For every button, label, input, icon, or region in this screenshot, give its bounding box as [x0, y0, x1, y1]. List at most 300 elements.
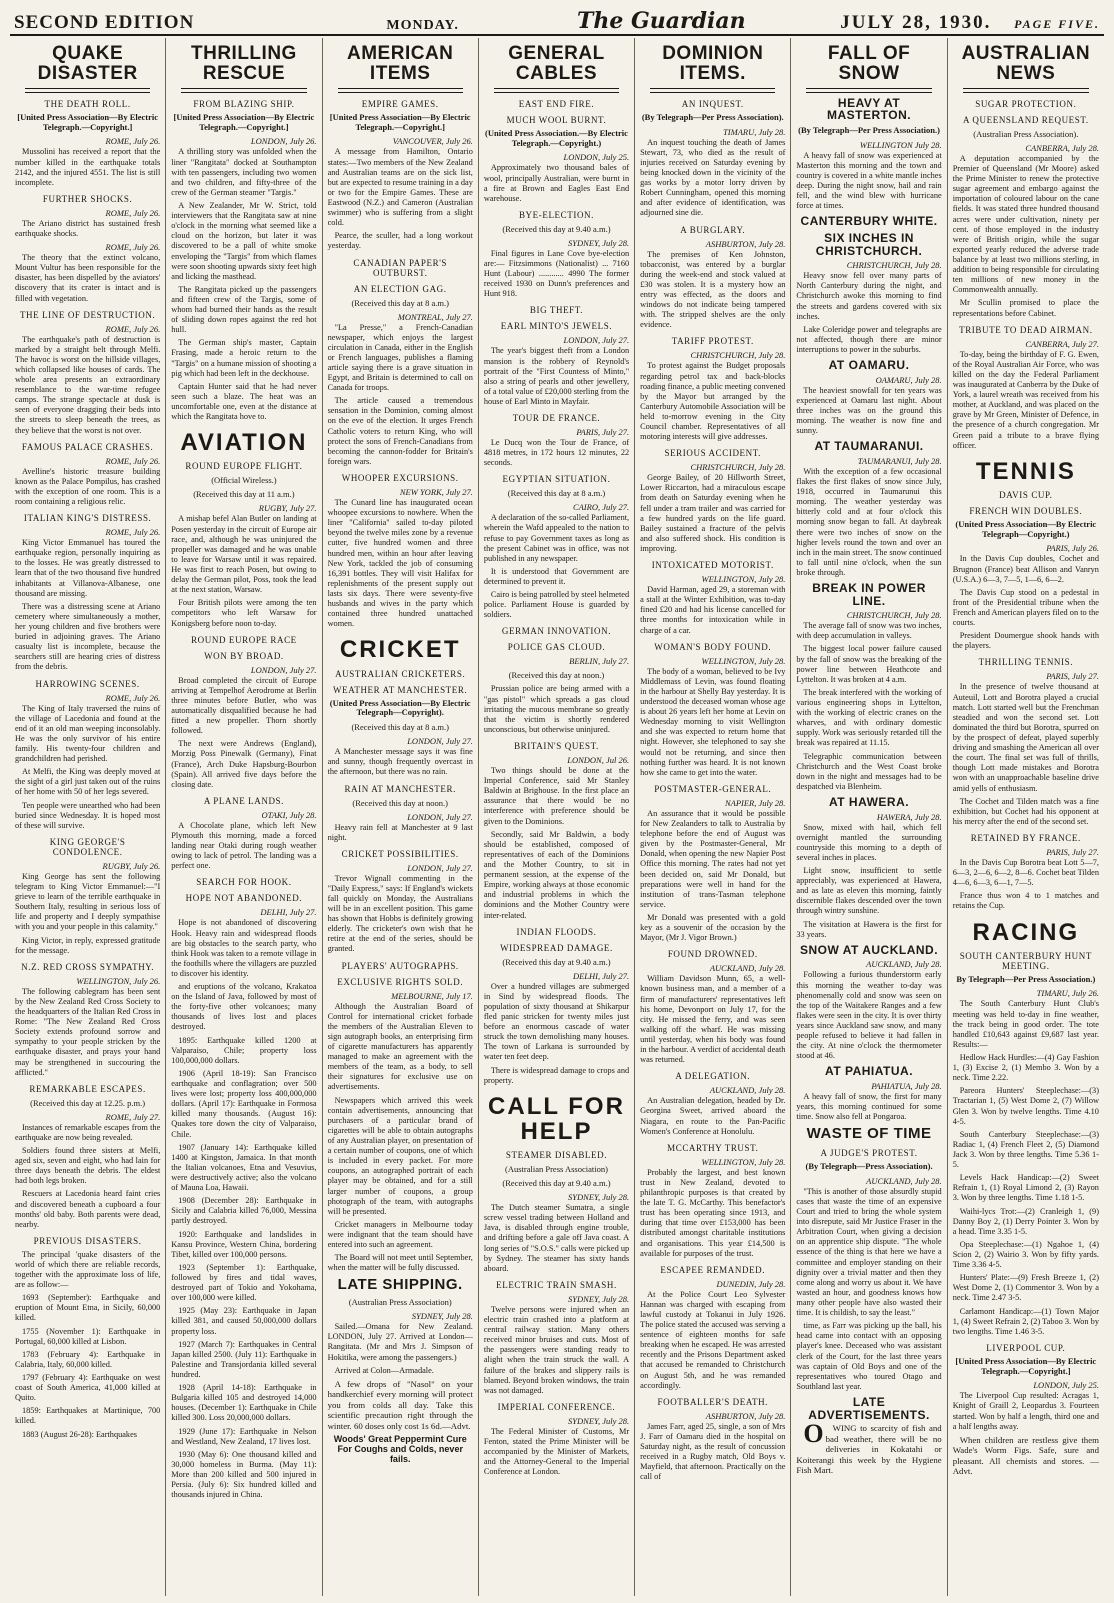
paragraph: An inquest touching the death of James Stewart, 73, who died as the result of injuries received on Saturday evening by being knocked down in the vicinity of the gas works by a motor lorry driven by Robert Cunningham, opened this morning and after evidence of identification, was adjourned sine die. [640, 137, 786, 218]
dateline: DUNEDIN, July 28. [716, 1278, 786, 1289]
paragraph: Final figures in Lane Cove bye-election are:— Fitzsimmons (Nationalist) ... 7160 Hunt (Labour) ............ 4990 The former received 1930 on Dunn's preferences and Hunt 918. [483, 248, 630, 299]
paragraph: The theory that the extinct volcano, Mount Vultur has been responsible for the disaster, has been dispelled by the aviators' discovery that its crater is intact and is filled with vegetation. [15, 253, 161, 303]
headline: SIX INCHES IN CHRISTCHURCH. [815, 231, 923, 258]
column [635, 38, 791, 1596]
headline: CALL FOR HELP [488, 1092, 625, 1145]
subheading: TOUR DE FRANCE. [512, 413, 601, 424]
column [166, 38, 322, 1596]
subheading: FAMOUS PALACE CRASHES. [21, 441, 154, 452]
paragraph: The German ship's master, Captain Frasing, made a heroic return to the "Targis" on a humane mission of shooting a pig which had been left in the deckhouse. [171, 338, 317, 378]
paragraph: The heaviest snowfall for ten years was experienced at Oamaru last night. About three inches was on the ground this morning. The weather is now fine and sunny. [796, 385, 942, 436]
paragraph: King Victor, in reply, expressed gratitude for the message. [15, 935, 161, 955]
subheading: BIG THEFT. [529, 305, 584, 316]
paragraph: Hedlow Hack Hurdles:—(4) Gay Fashion 1, (3) Excise 2, (1) Membo 3. Won by a neck. Time 2.22. [952, 1053, 1099, 1083]
drop-cap: O [803, 1419, 824, 1449]
subheading: FURTHER SHOCKS. [42, 193, 133, 204]
subheading: INTOXICATED MOTORIST. [651, 560, 774, 571]
section-rule [494, 88, 619, 93]
paragraph: A Manchester message says it was fine and sunny, though frequently overcast in the afternoon, but there was no rain. [327, 747, 473, 777]
paragraph: The principal 'quake disasters of the world of which there are reliable records, together with the approximate loss of life, are as follow:— [15, 1249, 161, 1290]
dateline: AUCKLAND, July 28. [866, 959, 942, 970]
subheading: A PLANE LANDS. [203, 795, 284, 806]
headline: BREAK IN POWER LINE. [812, 581, 926, 608]
subheading: KING GEORGE'S CONDOLENCE. [49, 836, 126, 857]
received-note: (Australian Press Association). [973, 128, 1079, 139]
headline: DOMINION ITEMS. [662, 43, 764, 84]
paragraph: Levels Hack Handicap:—(2) Sweet Refrain 1, (1) Royal Limond 2, (3) Rayon 3. Won by three lengths. Time 1.18 1-5. [952, 1173, 1099, 1203]
headline: RACING [972, 918, 1080, 946]
paragraph: Although the Australian Board of Control for international cricket forbade the members of the Australian Eleven to sign autograph books, an enterprising firm of cigarette manufacturers has apparently managed to make an agreement with the members of the team, as a body, to sell their signatures for exclusive use on advertisements. [327, 1001, 473, 1092]
edition-label: SECOND EDITION [14, 12, 195, 33]
paragraph: The article caused a tremendous sensation in the Dominion, coming almost on the eve of the election. It urges French Catholic voters to return King, who will protect the sons of French-Canadians from becoming the cannon-fodder for Britain's foreign wars. [327, 396, 473, 466]
subheading: POLICE GAS CLOUD. [507, 642, 606, 653]
dateline: PAHIATUA, July 28. [871, 1080, 942, 1091]
headline: AVIATION [180, 429, 308, 457]
subheading: WOMAN'S BODY FOUND. [654, 641, 772, 652]
section-rule [181, 88, 306, 93]
received-note: (Official Wireless.) [211, 475, 277, 486]
dateline: ROME, July 26. [105, 242, 161, 253]
paragraph: Instances of remarkable escapes from the earthquake are now being revealed. [15, 1122, 161, 1142]
subheading: A QUEENSLAND REQUEST. [962, 114, 1089, 125]
dateline: ASHBURTON, July 28. [705, 238, 786, 249]
dateline: AUCKLAND, July 28. [709, 1085, 786, 1096]
paragraph: A New Zealander, Mr W. Strict, told interviewers that the Rangitata saw at nine o'clock in the morning what seemed like a cloud on the horizon, but later it was discovered to be a pall of white smoke enveloping the "Targis" from which flames were soon shooting upwards sixty feet high and licking the masthead. [171, 200, 317, 281]
dateline: OTAKI, July 28. [261, 809, 317, 820]
section-rule [963, 88, 1089, 93]
subheading: CRICKET POSSIBILITIES. [341, 848, 459, 859]
subheading: THE LINE OF DESTRUCTION. [19, 309, 156, 320]
paragraph: George Bailey, of 20 Hillworth Street, Lower Riccarton, had a miraculous escape from death on Saturday evening when he fell under a tram trailer and was carried for a few hundred yards on the life guard. Bailey sustained a fracture of the pelvis and also suffered shock. His condition is improving. [640, 473, 786, 554]
headline: THRILLING RESCUE [191, 43, 297, 84]
paragraph: 1929 (June 17): Earthquake in Nelson and Westland, New Zealand, 17 lives lost. [171, 1426, 317, 1446]
paragraph: The average fall of snow was two inches, with deep accumulation in valleys. [796, 621, 942, 641]
paragraph: 1859: Earthquakes at Martinique, 700 killed. [15, 1406, 161, 1426]
column [948, 38, 1104, 1596]
subheading: EMPIRE GAMES. [361, 98, 439, 109]
subheading: AN ELECTION GAG. [353, 283, 447, 294]
paragraph: A declaration of the so-called Parliament, wherein the Wafd appealed to the nation to refuse to pay Government taxes as long as the present Cabinet was in office, was not published in any newspaper. [483, 513, 630, 563]
paragraph: An assurance that it would be possible for New Zealanders to talk to Australia by telephone before the end of August was given by the Postmaster-General, Mr Donald, when opening the new Napier Post Office this morning. The rates had not yet been decided on, said Mr Donald, but preparations were well in hand for the institution of trans-Tasman telephone service. [640, 808, 786, 909]
paragraph: 1797 (February 4): Earthquake on west coast of South America, 41,000 killed at Quito. [15, 1373, 161, 1403]
subheading: A JUDGE'S PROTEST. [820, 1148, 918, 1159]
subheading: THE DEATH ROLL. [44, 98, 131, 109]
late-advertisement [796, 1419, 942, 1476]
subheading: BYE-ELECTION. [518, 209, 594, 220]
dateline: LONDON, July 27. [250, 664, 317, 675]
paragraph: The earthquake's path of destruction is marked by a straight belt through Melfi. The havoc is worst on the hillside villages, which collapsed like houses of cards. The whole area presents an extraordinary resemblance to the war-time refugee camps. The strange spectacle at dusk is seen of everyone dragging their beds into the streets to sleep beneath the trees, as they believe that the worst is not over. [15, 334, 161, 435]
dateline: MELBOURNE, July 17. [391, 990, 473, 1001]
headline: LATE ADVERTISEMENTS. [808, 1395, 930, 1422]
paragraph: Captain Hunter said that he had never seen such a blaze. The heat was an uncomfortable one, even at the distance at which the Rangitata hove to. [171, 381, 317, 422]
dateline: AUCKLAND, July 28. [709, 963, 786, 974]
paragraph: The South Canterbury Hunt Club's meeting was held to-day in fine weather, the track being in good order. The tote handled £10,643 against £9,687 last year. Results:— [952, 999, 1099, 1049]
dateline: DELHI, July 27. [572, 970, 630, 981]
paragraph: Light snow, insufficient to settle appreciably, was experienced at Hawera, and as late as eleven this morning, faintly discernible flakes descended over the town through wintry sunshine. [796, 866, 942, 916]
paragraph: The biggest local power failure caused by the fall of snow was the breaking of the power line between Heathcote and Lyttelton. It was broken at 4 a.m. [796, 644, 942, 684]
dateline: PARIS, July 27. [576, 427, 630, 438]
headline: WASTE OF TIME [806, 1125, 932, 1143]
dateline: ROME, July 27. [105, 1111, 161, 1122]
subheading: MUCH WOOL BURNT. [506, 114, 607, 125]
paragraph: In the Davis Cup doubles, Cochet and Brugnon (France) beat Allison and Vanryn (U.S.A.) 6—3, 7—5, 1—6, 6—2. [952, 554, 1099, 584]
dateline: TIMARU, July 26. [1036, 988, 1099, 999]
paragraph: To-day, being the birthday of F. G. Ewen, of the Royal Australian Air Force, who was killed on the day the Federal Parliament was inaugurated at Canberra by the Duke of York, a laurel wreath was received from his mother, at Auckland, and was placed on the grave by Mr Green, Minister of Defence, in the presence of a church congregation. Mr Green paid a tribute to a brave flying officer. [952, 349, 1099, 450]
received-note: (Received this day at 8 a.m.) [351, 722, 449, 733]
paragraph: Hope is not abandoned of discovering Hook. Heavy rain and widespread floods are big obstacles to the search party, who think Hook was taken to a remote village in the foothills where the villagers are puzzled to discover his identity. [171, 918, 317, 978]
dateline: VANCOUVER, July 26. [392, 136, 473, 147]
paragraph: time, as Farr was picking up the ball, his head came into contact with an opposing player's knee. Deceased who was assistant clerk of the Court, for the last three years was captain of Old Boys and one of the representatives who toured Otago and Southland last year. [796, 1321, 942, 1391]
paragraph: To protest against the Budget proposals regarding petrol tax and back-blocks roading finance, a public meeting convened by the Mayor but arranged by the Canterbury Automobile Association will be held to-morrow evening in the City Council chamber. Representatives of all motoring interests will give addresses. [640, 361, 786, 442]
paragraph: The body of a woman, believed to be Ivy Middlemass of Levin, was found floating in the harbour at Shelly Bay yesterday. It is understood the deceased woman whose age is about 26 years left her home at Levin on Wednesday morning to visit Wellington and she was expected to return home that night. However, she telephoned to say she would not be returning, and since then nothing further was heard. It is not known how she came to get into the water. [640, 666, 786, 777]
subheading: THRILLING TENNIS. [978, 657, 1074, 668]
paragraph: Avelline's historic treasure building known as the Palace Pompilus, has crashed with the exception of one room. This is a room containing a religious relic. [15, 466, 161, 507]
paragraph: Mussolini has received a report that the number killed in the earthquake totals 2142, and the injured 4551. The list is still incomplete. [15, 147, 161, 187]
paragraph: Secondly, said Mr Baldwin, a body should be established, composed of representatives of each of the Dominions and the Mother Country, to sit in permanent session, at the expense of the Empire, working always at those economic and industrial problems in which the dominions and the Mother Country were inter-related. [483, 829, 630, 920]
paragraph: "La Presse," a French-Canadian newspaper, which enjoys the largest circulation in Canada, either in the English or French languages, publishes a flaming article saying there is a grave situation in Egypt, and Britain is determined to call on Canada for troops. [327, 322, 473, 393]
paragraph: A heavy fall of snow was experienced at Masterton this morning and the town and country is covered in a white mantle inches deep. During the night snow, hail and rain fell, and the wind blew with hurricane force at times. [796, 150, 942, 211]
dateline: LONDON, July 27. [407, 736, 473, 747]
column [323, 38, 479, 1596]
paragraph: Prussian police are being armed with a "gas pistol" which spreads a gas cloud irritating the mucous membrane so greatly that the victim is shortly rendered unconscious, but otherwise uninjured. [483, 684, 630, 734]
paragraph: It is understood that Government are determined to prevent it. [483, 566, 630, 587]
subheading: RETAINED BY FRANCE. [970, 832, 1081, 843]
received-note: (Received this day at noon.) [352, 797, 448, 808]
subheading: EAST END FIRE. [518, 98, 595, 109]
paragraph: William Davidson Munn, 65, a well-known business man, and a member of a firm of manufacturers' representatives left his home, Devonport on July 17, for the city. He missed the ferry, and was seen walking off the wharf. He was missing until yesterday, when his body was found in the harbour. A verdict of accidental death was returned. [640, 974, 786, 1065]
page-number: PAGE FIVE. [1014, 17, 1100, 31]
dateline: CHRISTCHURCH, July 28. [846, 260, 942, 271]
dateline: WELLINGTON, July 26. [76, 975, 161, 986]
subheading: ELECTRIC TRAIN SMASH. [496, 1279, 617, 1290]
paragraph: A mishap befel Alan Butler on landing at Posen yesterday in the circuit of Europe air race, and, although he was uninjured the propeller was damaged and he was unable to leave for Warsaw until it was repaired. He was first to reach Posen, but owing to delay the German pilot, Poss, took the lead at the next station, Warsaw. [171, 514, 317, 595]
paragraph: Cairo is being patrolled by steel helmeted police. Parliament House is guarded by soldiers. [483, 590, 630, 620]
dateline: WELLINGTON, July 28. [701, 655, 786, 666]
paragraph: Four British pilots were among the ten competitors who left Warsaw for Konigsberg before noon to-day. [171, 598, 317, 628]
subheading: AUSTRALIAN CRICKETERS. [335, 668, 466, 679]
paragraph: The premises of Ken Johnston, tobacconist, was entered by a burglar during the week-end and stock valued at £30 was stolen. It is a mystery how an entry was effected, as the doors and windows do not indicate being tampered with. The stripped shelves are the only evidence. [640, 249, 786, 330]
subheading: PREVIOUS DISASTERS. [33, 1235, 142, 1246]
dateline: PARIS, July 26. [1046, 543, 1099, 554]
issue-date: JULY 28, 1930. [840, 12, 992, 33]
paragraph: The break interfered with the working of various engineering shops in Lyttelton, with the working of electric cranes on the wharves, and with ordinary domestic supply. Work was seriously retarded till the break was repaired at 11.15. [796, 687, 942, 748]
dateline: ROME, July 26. [105, 527, 161, 538]
received-note: (Received this day at 9.40 a.m.) [502, 1178, 611, 1189]
credit-line: (United Press Association—By Electric Telegraph—Copyright.) [955, 518, 1097, 539]
paragraph: In the Davis Cup Borotra beat Lott 5—7, 6—3, 2—6, 6—2, 8—6. Cochet beat Tilden 4—6, 6—3, 6—1, 7—5. [952, 857, 1099, 888]
dateline: CAIRO, July 27. [572, 502, 630, 513]
paragraph: South Canterbury Steeplechase:—(3) Radiac 1, (4) French Fleet 2, (5) Diamond Jack 3. Won by three lengths. Time 5.36 1-5. [952, 1129, 1099, 1170]
paragraph: Twelve persons were injured when an electric train crashed into a platform at central railway station. Many others received minor bruises and cuts. Most of the passengers were standing ready to alight when the train struck the wall. A failure of the brakes and slippery rails is blamed. Beyond broken windows, the train was not damaged. [483, 1304, 630, 1395]
paragraph: President Doumergue shook hands with the players. [952, 631, 1099, 651]
paragraph: The Dutch steamer Sumatra, a single screw vessel trading between Holland and Java, is disabled through engine trouble, and drifting before a gale off Java coast. A long series of "S.O.S." calls were picked up by Sydney. The steamer has sixty hands aboard. [483, 1203, 630, 1273]
headline: FALL OF SNOW [827, 43, 911, 84]
subheading: FOUND DROWNED. [667, 949, 758, 960]
paragraph: David Harman, aged 29, a storeman with a stall at the Winter Exhibition, was to-day fined £20 and had his license cancelled for three months for intoxication while in charge of a car. [640, 585, 786, 635]
dateline: AUCKLAND, July 28. [866, 1175, 942, 1186]
headline: AUSTRALIAN NEWS [961, 43, 1091, 84]
subheading: LIVERPOOL CUP. [986, 1342, 1066, 1353]
headline: SNOW AT AUCKLAND. [800, 942, 939, 957]
column [10, 38, 166, 1596]
dateline: CHRISTCHURCH, July 28. [690, 462, 786, 473]
dateline: CANBERRA, July 27. [1025, 338, 1099, 349]
paragraph: With the exception of a few occasional flakes the first flakes of snow since July, 1918, occurred in Taumarunui this morning. The weather yesterday was bitterly cold and at four o'clock this morning snow began to fall. At daybreak there were two inches of snow on the higher levels round the town and over an inch in the main street. The snow continued to fall until nine o'clock, when the sun broke through. [796, 466, 942, 577]
dateline: LONDON, July 27. [407, 811, 473, 822]
dateline: OAMARU, July 28. [875, 374, 942, 385]
headline: CANTERBURY WHITE. [800, 214, 938, 229]
paragraph: The following cablegram has been sent by the New Zealand Red Cross Society to the headquarters of the Italian Red Cross in Rome: "The New Zealand Red Cross Society extends profound sorrow and sympathy to your people stricken by the earthquake disaster, and prays your hand may be strengthened in succouring the afflicted." [15, 986, 161, 1077]
dateline: SYDNEY, July 28. [568, 237, 630, 248]
paragraph: 1883 (August 26-28): Earthquakes [22, 1429, 137, 1439]
paragraph: 1928 (April 14-18): Earthquake in Bulgaria killed 105 and destroyed 14,000 houses. (December 1): Earthquake in Chile killed 300. Loss 20,000,000 dollars. [171, 1383, 317, 1423]
paragraph: There was a distressing scene at Ariano cemetery where simultaneously a mother, her young children and five brothers were buried in adjoining graves. The Ariano casualty list is incomplete, because the searchers still are hearing cries of distress from the debris. [15, 601, 161, 672]
dateline: RUGBY, July 26. [102, 860, 161, 871]
subheading: WON BY BROAD. [204, 650, 284, 661]
received-note: (Received this day at 8 a.m.) [507, 488, 606, 499]
paragraph: 1693 (September): Earthquake and eruption of Mount Etna, in Sicily, 60,000 killed. [15, 1293, 161, 1323]
paragraph: Two things should be done at the Imperial Conference, said Mr Stanley Baldwin at Brighouse. In the first place an assurance that there would be no interference with preference should be given to the Dominions. [483, 766, 630, 826]
dateline: WELLINGTON, July 28. [701, 1156, 786, 1167]
dateline: NEW YORK, July 27. [399, 487, 473, 498]
paragraph: France thus won 4 to 1 matches and retains the Cup. [952, 891, 1099, 911]
subheading: FRENCH WIN DOUBLES. [969, 505, 1083, 516]
column [791, 38, 947, 1596]
subheading: ROUND EUROPE FLIGHT. [185, 461, 303, 472]
paragraph: 1927 (March 7): Earthquakes in Central Japan killed 2500. (July 11): Earthquake in Palestine and Transjordania killed several hundred. [171, 1339, 317, 1379]
advertisement-tagline: Woods' Great Peppermint Cure For Coughs and Colds, never fails. [333, 1434, 467, 1465]
paragraph: The year's biggest theft from a London mansion is the robbery of Reynold's portrait of the "First Countess of Minto," also a string of pearls and other jewellery, of a total value of £20,000 sterling from the house of Earl Minto in Mayfair. [483, 346, 630, 406]
paragraph: The Rangitata picked up the passengers and fifteen crew of the Targis, some of whom had burned their hands as the result of sliding down ropes against the red hot hull. [171, 284, 317, 335]
dateline: MONTREAL, July 27. [397, 311, 473, 322]
paragraph: Telegraphic communication between Christchurch and the West Coast broke down in the night and messages had to be despatched via Blenheim. [796, 751, 942, 791]
column [479, 38, 635, 1596]
paragraph: Probably the largest, and best known trust in New Zealand, devoted to philanthropic purposes is that created by the late T. G. McCarthy. This benefactor's trust has been operating since 1913, and during that time over £153,000 has been distributed amongst charitable institutions and organisations. This year £14,500 is available for purposes of the trust. [640, 1167, 786, 1258]
paragraph: A heavy fall of snow, the first for many years, this morning continued for some time. Snow also fell at Pongaroa. [796, 1091, 942, 1122]
paragraph: 1920: Earthquake and landslides in Kansu Province, Western China, bordering Tibet, killed over 100,000 persons. [171, 1229, 317, 1259]
paragraph: Newspapers which arrived this week contain advertisements, announcing that purchasers of a particular brand of cigarettes will be able to obtain autographs of any Australian player, on presentation of a certain number of coupons, one of which is included in every packet. For more coupons, an autographed portrait of each player may be obtained, and for a still larger number of coupons, a group photograph of the team, with autographs will be presented. [327, 1095, 473, 1216]
advertisement: When children are restless give them Wade's Worm Figs. Safe, sure and pleasant. All chemists and stores. —Advt. [952, 1434, 1099, 1477]
paragraph: Pareora Hunters' Steeplechase:—(3) Tractarian 1, (5) West Dome 2, (7) Willow Glen 3. Won by twelve lengths. Time 4.10 4-5. [952, 1086, 1099, 1126]
paragraph: The next were Andrews (England), Morzig Poss Pinewalk (Germany), Finat (France), Arch Duke Hapsburg-Bourbon (Spain). All arrived five days before the closing date. [171, 739, 317, 789]
subheading: HARROWING SCENES. [35, 678, 140, 689]
weekday-label: MONDAY. [386, 18, 459, 33]
dateline: CHRISTCHURCH, July 28. [690, 350, 786, 361]
headline: HEAVY AT MASTERTON. [826, 95, 912, 123]
headline: AT OAMARU. [828, 358, 910, 373]
paragraph: Waihi-lycs Trot:—(2) Cranleigh 1, (9) Danny Boy 2, (1) Derry Pointer 3. Won by a head. Time 3.35 1-5. [952, 1206, 1099, 1236]
paragraph: 1755 (November 1): Earthquake in Portugal, 60,000 killed at Lisbon. [15, 1326, 161, 1346]
headline: AT TAUMARANUI. [814, 439, 924, 454]
received-note: (Received this day at 9.40 a.m.) [502, 956, 611, 967]
paragraph: The Cochet and Tilden match was a fine exhibition, but Cochet had his opponent at his mercy after the end of the second set. [952, 796, 1099, 826]
subheading: TRIBUTE TO DEAD AIRMAN. [959, 324, 1093, 335]
paragraph: The Cunard line has inaugurated ocean whoopee excursions to nowhere. When the liner "California" sailed to-day piloted beyond the twelve miles zone by a revenue cutter, five hundred women and three hundred men, within an hour after leaving New York, tackled the job of consuming 16,391 bottles. They will visit Halifax for replenishments of the present supply out lasts six days. There were seventy-five husbands and wives in the party which contained three hundred unattached women. [327, 498, 473, 629]
paragraph: Heavy rain fell at Manchester at 9 last night. [327, 822, 473, 842]
headline: AT PAHIATUA. [825, 1064, 914, 1079]
credit-line: (United Press Association.—By Electric Telegraph.—Copyright.) [485, 127, 628, 148]
paragraph: 1930 (May 6): One thousand killed and 30,000 homeless in Burma. (May 11): More than 200 killed and 500 injured in Persia. (July 6): Six hundred killed and thousands injured in China. [171, 1449, 317, 1500]
headline: TENNIS [975, 457, 1076, 485]
dateline: HAWERA, July 28. [876, 811, 942, 822]
paragraph: Opa Steeplechase:—(1) Ngahoe 1, (4) Scion 2, (2) Wairio 3. Won by fifty yards. Time 3.36 4-5. [952, 1239, 1099, 1270]
paragraph: Soldiers found three sisters at Melfi, aged six, seven and eight, who had lain for three days beneath the debris. The eldest had both legs broken. [15, 1145, 161, 1186]
paragraph: The visitation at Hawera is the first for 33 years. [796, 919, 942, 939]
headline: QUAKE DISASTER [37, 43, 138, 84]
paragraph: Broad completed the circuit of Europe arriving at Tempelhof Aerodrome at Berlin three minutes before Butler, who was automatically disqualified because he had fitted a new propeller. Thorn shortly followed. [171, 675, 317, 736]
subheading: BRITAIN'S QUEST. [514, 741, 599, 752]
dateline: LONDON, July 25. [1033, 1380, 1099, 1391]
dateline: ROME, July 26. [105, 692, 161, 703]
paragraph: A Chocolate plane, which left New Plymouth this morning, made a forced landing near Otaki during rough weather owing to lack of petrol. The landing was a perfect one. [171, 820, 317, 871]
received-note: (Received this day at 9.40 a.m.) [502, 223, 611, 234]
subheading: WHOOPER EXCURSIONS. [341, 473, 459, 484]
paragraph: Hunters' Plate:—(9) Fresh Breeze 1, (2) West Dome 2, (1) Commentor 3. Won by a neck. Time 2.47 3-5. [952, 1273, 1099, 1303]
paragraph: In the presence of twelve thousand at Auteuil, Lott and Borotra played a crucial match. Lott started well but the Frenchman steadied and won the second set. Lott dominated the third but Borotra, spurred on by the prospect of defeat, played superbly driving and smashing the American all over the court. The final set was full of thrills, though Lott made mistakes and Borotra won with an unapproachable baseline drive amid yells of enthusiasm. [952, 682, 1099, 793]
dateline: SYDNEY, July 28. [568, 1415, 630, 1426]
masthead [10, 6, 1104, 36]
dateline: NAPIER, July 28. [724, 797, 786, 808]
credit-line: By Telegraph—Per Press Association.) [956, 973, 1096, 984]
received-note: (Received this day at 8 a.m.) [351, 297, 449, 308]
section-rule [25, 88, 150, 93]
paragraph: Trevor Wignall commenting in the "Daily Express," says: If England's wickets fall quickly on Monday, the Australians will be in an excellent position. This game has shown that Hobbs is definitely growing elderly. The cricketer's own wish that he retire at the end of the series, should be granted. [327, 873, 473, 954]
subheading: WIDESPREAD DAMAGE. [500, 942, 613, 953]
dateline: CANBERRA, July 28. [1025, 142, 1099, 153]
credit-line: (By Telegraph—Per Press Association). [641, 111, 784, 122]
subheading: GERMAN INNOVATION. [501, 626, 612, 637]
received-note: (Australian Press Association) [348, 1297, 452, 1308]
paragraph: King Victor Emmanuel has toured the earthquake region, personally inquiring as to the losses. He was greatly distressed to learn that of the two thousand five hundred inhabitants at Villanova-Albanese, one thousand are missing. [15, 538, 161, 598]
dateline: BERLIN, July 27. [569, 656, 630, 667]
paragraph: 1895: Earthquake killed 1200 at Valparaiso, Chile; property loss 100,000,000 dollars. [171, 1035, 317, 1065]
credit-line: [United Press Association—By Electric Telegraph.—Copyright.] [955, 1355, 1097, 1376]
dateline: PARIS, July 27. [1046, 846, 1099, 857]
subheading: SEARCH FOR HOOK. [196, 877, 292, 888]
subheading: A BURGLARY. [680, 224, 746, 235]
dateline: ROME, July 26. [105, 207, 161, 218]
subheading: EARL MINTO'S JEWELS. [500, 321, 613, 332]
newspaper-title: The Guardian [576, 8, 746, 34]
subheading: EXCLUSIVE RIGHTS SOLD. [337, 976, 464, 987]
section-rule [338, 88, 463, 93]
paragraph: An Australian delegation, headed by Dr. Georgina Sweet, arrived aboard the Niagara, en route to the Pan-Pacific Women's Conference at Honolulu. [640, 1096, 786, 1136]
paragraph: A deputation accompanied by the Premier of Queensland (Mr Moore) asked the Prime Minister to renew the protective sugar agreement and embargo against the importation of coloured labour on the cane fields. It was stated three hundred thousand acres were under cultivation, ninety per cent. of those employed in the industry were of British origin, while the sugar exported yearly reduced the adverse trade balance by at least two millions sterling, in addition to being responsible for circulating ten millions of new money in the Commonwealth annually. [952, 153, 1099, 295]
subheading: AN INQUEST. [681, 98, 744, 109]
dateline: TIMARU, July 28. [723, 126, 786, 137]
subheading: TARIFF PROTEST. [671, 336, 754, 347]
subheading: ESCAPEE REMANDED. [660, 1264, 766, 1275]
paragraph: King George has sent the following telegram to King Victor Emmanuel:—"I grieve to learn of the terrible earthquake in Southern Italy, resulting in serious loss of life and property and I deeply sympathise with you and your people in this calamity." [15, 871, 161, 932]
credit-line: [United Press Association—By Electric Telegraph.—Copyright.] [17, 111, 159, 132]
paragraph: There is widespread damage to crops and property. [483, 1065, 630, 1085]
dateline: SYDNEY, July 28. [568, 1192, 630, 1203]
dateline: RUGBY, July 27. [258, 503, 317, 514]
paragraph: Approximately two thousand bales of wool, principally Australian, were burnt in a fire at Brown and Eagles East End warehouse. [483, 163, 630, 203]
advertisement: A few drops of "Nasol" on your handkerchief every morning will protect you from colds all day. Take this scientific precaution right through the winter. 60 doses only cost 1s 6d.—Advt. [327, 1378, 473, 1431]
headline: AMERICAN ITEMS [347, 43, 454, 84]
paragraph: The Federal Minister of Customs, Mr Fenton, stated the Prime Minister will be accompanied by the Minister of Markets, and the Attorney-General to the Imperial Conference at London. [483, 1426, 630, 1477]
paragraph: Mr Donald was presented with a gold key as a souvenir of the occasion by the Mayor, (Mr J. Vigor Brown.) [640, 912, 786, 943]
credit-line: [United Press Association—By Electric Telegraph.—Copyright.] [173, 111, 315, 132]
paragraph: The Davis Cup stood on a pedestal in front of the Presidential tribune when the French and American players filed on to the courts. [952, 587, 1099, 628]
credit-line: [United Press Association—By Electric Telegraph.—Copyright.] [329, 111, 471, 132]
paragraph: Cricket managers in Melbourne today were indignant that the team should have entered into such an agreement. [327, 1219, 473, 1250]
section-rule [650, 88, 775, 93]
subheading: FOOTBALLER'S DEATH. [657, 1396, 769, 1407]
paragraph: The Ariano district has sustained fresh earthquake shocks. [15, 218, 161, 238]
paragraph: Rescuers at Lacedonia heard faint cries and discovered beneath a cupboard a four months' old baby. Both parents were dead, nearby. [15, 1189, 161, 1229]
subheading: RAIN AT MANCHESTER. [344, 783, 456, 794]
dateline: ROME, July 26. [105, 136, 161, 147]
subheading: MCCARTHY TRUST. [667, 1142, 759, 1153]
paragraph: Le Ducq won the Tour de France, of 4818 metres, in 172 hours 12 minutes, 22 seconds. [483, 438, 630, 468]
subheading: SOUTH CANTERBURY HUNT MEETING. [959, 950, 1092, 971]
paragraph: At the Police Court Leo Sylvester Hannan was charged with escaping from lawful custody at Tokanui in July 1926. The police stated the accused was serving a sentence of eighteen months for safe breaking when he escaped. He was arrested recently and the Prisons Department asked that accused be remanded to Christchurch on August 5th, and he was remanded accordingly. [640, 1289, 786, 1390]
received-note: (Received this day at 12.25. p.m.) [30, 1097, 146, 1108]
dateline: LONDON, July 27. [407, 862, 473, 873]
dateline: TAUMARANUI, July 28. [857, 455, 942, 466]
subheading: SUGAR PROTECTION. [975, 98, 1077, 109]
dateline: PARIS, July 27. [1046, 671, 1099, 682]
paragraph: 1907 (January 14): Earthquake killed 1400 at Kingston, Jamaica. In that month the Italian volcanoes, Etna and Vesuvius, were destructively active; also the volcano of Mauna Loa, Hawaii. [171, 1142, 317, 1193]
paragraph: Lake Coleridge power and telegraphs are not affected, though there are minor interruptions to power in the suburbs. [796, 324, 942, 355]
paragraph: Mr Scullin promised to place the representations before Cabinet. [952, 298, 1099, 318]
dateline: SYDNEY, July 28. [568, 1293, 630, 1304]
paragraph: The King of Italy traversed the ruins of the village of Lacedonia and found at the end of it an old man weeping inconsolably. He was the only survivor of his entire family. His twenty-four children and grandchildren had perished. [15, 703, 161, 764]
headline: LATE SHIPPING. [337, 1276, 463, 1294]
paragraph: Pearce, the sculler, had a long workout yesterday. [327, 231, 473, 251]
paragraph: Ten people were unearthed who had been buried since Wednesday. It is hoped most of these will survive. [15, 800, 161, 830]
subheading: FROM BLAZING SHIP. [193, 98, 295, 109]
subheading: HOPE NOT ABANDONED. [185, 893, 303, 904]
subheading: ROUND EUROPE RACE [191, 634, 297, 645]
dateline: WELLINGTON, July 28. [701, 574, 786, 585]
subheading: STEAMER DISABLED. [505, 1150, 608, 1161]
subheading: IMPERIAL CONFERENCE. [497, 1401, 616, 1412]
masthead-right [840, 12, 1100, 34]
dateline: LONDON, July 25. [563, 152, 630, 163]
paragraph: At Melfi, the King was deeply moved at the sight of a girl just taken out of the ruins of her home with 50 of her legs severed. [15, 767, 161, 797]
paragraph: Heavy snow fell over many parts of North Canterbury during the night, and Christchurch awoke this morning to find the streets and gardens covered with six inches. [796, 271, 942, 321]
dateline: CHRISTCHURCH, July 28. [846, 610, 942, 621]
paragraph: Snow, mixed with hail, which fell overnight mantled the surrounding countryside this morning to a depth of several inches in places. [796, 822, 942, 862]
received-note: (Australian Press Association) [505, 1164, 608, 1175]
dateline: LONDON, Jul 26. [567, 755, 630, 766]
paragraph: 1925 (May 23): Earthquake in Japan killed 381, and caused 50,000,000 dollars property loss. [171, 1306, 317, 1336]
dateline: ASHBURTON, July 28. [705, 1410, 786, 1421]
subheading: DAVIS CUP. [999, 489, 1053, 500]
paragraph: A thrilling story was unfolded when the liner "Rangitata" docked at Southampton with ten passengers, including two women and two children, and fifty-three of the crew of the German steamer "Targis." [171, 147, 317, 197]
subheading: EGYPTIAN SITUATION. [502, 474, 611, 485]
dateline: DELHI, July 27. [260, 907, 317, 918]
paragraph: Sailed.—Omana for New Zealand. LONDON, July 27. Arrived at London—Rangitata. (Mr and Mrs J. Simpson of Hokitika, were among the passengers.) [327, 1322, 473, 1362]
subheading: N.Z. RED CROSS SYMPATHY. [21, 961, 155, 972]
subheading: POSTMASTER-GENERAL. [654, 783, 772, 794]
paragraph: 1906 (April 18-19): San Francisco earthquake and conflagration; over 500 lives were lost; property loss 400,000,000 dollars. (April 17): Earthquake in Formosa killed many thousands. (August 16): Quakes tore down the city of Valparaiso, Chile. [171, 1068, 317, 1139]
paragraph: 1923 (September 1): Earthquake, followed by fires and tidal waves, destroyed part of Tokio and Yokohama, over 100,000 were killed. [171, 1262, 317, 1303]
paragraph: James Farr, aged 25, single, a son of Mrs J. Farr of Oamaru died in the hospital on Saturday night, as the result of concussion received in a Rugby match, Old Boys v. Mayfield, that afternoon. Practically on the call of [640, 1421, 786, 1482]
subheading: A DELEGATION. [675, 1071, 751, 1082]
paragraph: Arrived at Colon—Armadale. [334, 1365, 434, 1375]
paragraph: 1908 (December 28): Earthquake in Sicily and Calabria killed 76,000, Messina partly destroyed. [171, 1196, 317, 1226]
dateline: LONDON, July 27. [563, 335, 630, 346]
paragraph: "This is another of those absurdly stupid cases that waste the time of an expensive Court and tried to bring the whole system into disrepute, said Mr Justice Fraser in the Arbitration Court, when giving a decision on an apprentice ship dispute. "The whole essence of the thing is that here we have a committee and employer standing on their dignity over a trivial matter and then they come along and worry us about it. We have wasted an hour, and goodness knows how many other people have also wasted their time. It is childish, to say the least." [796, 1186, 942, 1318]
received-note: (Received this day at noon.) [508, 670, 605, 681]
credit-line: (By Telegraph—Press Association). [805, 1161, 933, 1172]
credit-line: (By Telegraph—Per Press Association.) [798, 125, 940, 136]
dateline: ROME, July 26. [105, 455, 161, 466]
